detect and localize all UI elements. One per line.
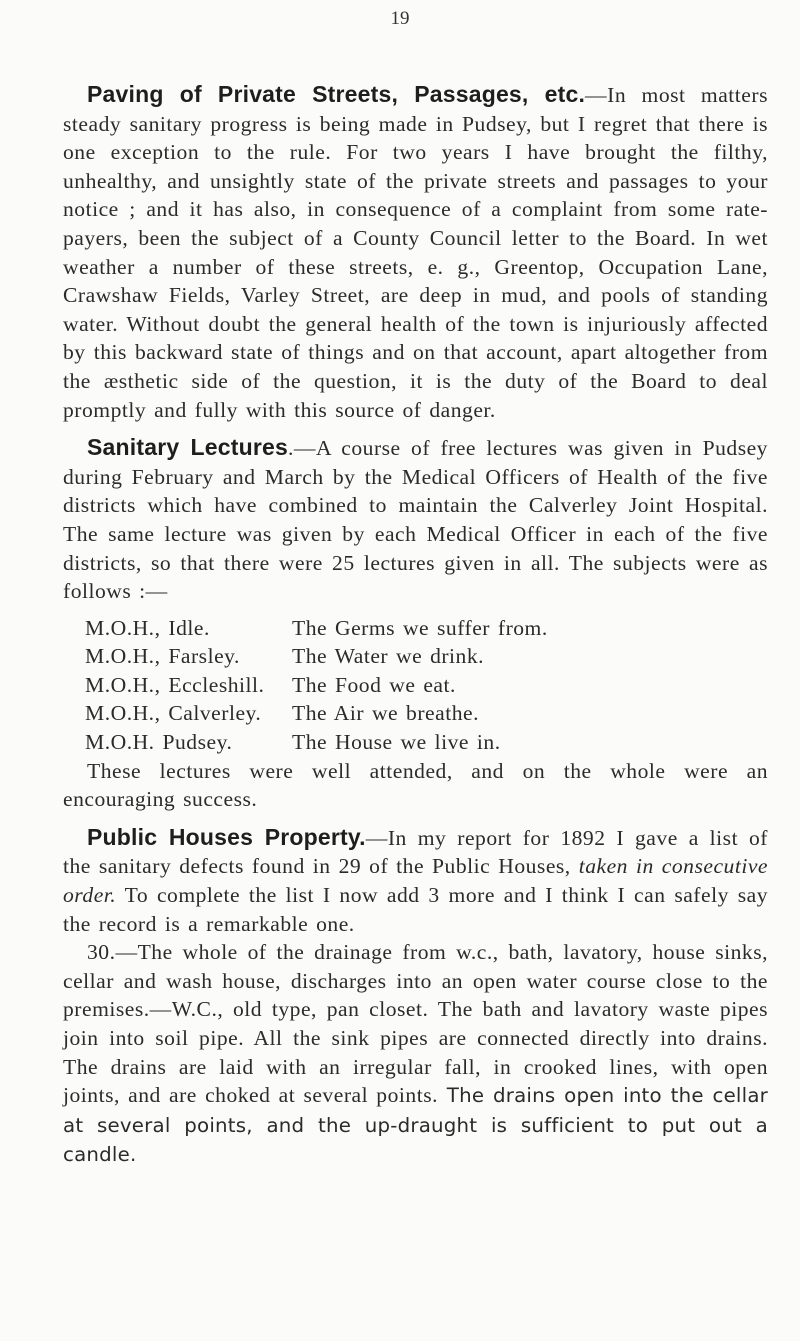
- lecture-topic: The Water we drink.: [292, 644, 485, 669]
- heading-paving: Paving of Private Streets, Passages, etc.: [87, 81, 586, 107]
- lectures-body: .—A course of free lectures was given in Pudsey during February and March by the Medical Officers of Health of the five districts which have combined to maintain the Calverley Joint Hospital. The same lecture was given by each Medical Officer in each of the five districts, so that there were 25 lectures given in all. The subjects were as follows :—: [63, 436, 768, 604]
- lecture-item: [63, 614, 768, 643]
- heading-lectures: Sanitary Lectures: [87, 434, 288, 461]
- lecture-item: [63, 728, 768, 757]
- lecture-topic: The Food we eat.: [292, 672, 456, 697]
- lecture-item: [63, 671, 768, 700]
- paragraph-item-30: [63, 938, 768, 1170]
- paragraph-public-houses: [63, 823, 768, 938]
- lecture-item: [63, 642, 768, 671]
- item-30-text: 30.—The whole of the drainage from w.c., bath, lavatory, house sinks, cellar and wash house, discharges into an open water course close to the premises.—W.C., old type, pan closet. The bath and lavatory waste pipes join into soil pipe. All the sink pipes are connected directly into drains. The drains are laid with an irregular fall, in crooked lines, with open joints, and are choked at several points.: [63, 940, 768, 1108]
- lecture-item: [63, 699, 768, 728]
- lectures-closing: These lectures were well attended, and on the whole were an encouraging success.: [63, 758, 768, 812]
- public-houses-body-after: To complete the list I now add 3 more and I think I can safely say the record is a remarkable one.: [63, 883, 768, 936]
- lecture-topic: The Germs we suffer from.: [292, 615, 548, 640]
- heading-public-houses: Public Houses Property.: [87, 823, 366, 850]
- lecture-officer: M.O.H. Pudsey.: [85, 730, 233, 755]
- item-30-end: The drains open into the cellar at several points, and the up-draught is sufficient to put out a candle.: [63, 1084, 768, 1167]
- lecture-topic: The House we live in.: [292, 730, 501, 755]
- lecture-officer: M.O.H., Farsley.: [85, 644, 240, 669]
- paving-body: —In most matters steady sanitary progress is being made in Pudsey, but I regret that there is one exception to the rule. For two years I have brought the filthy, unhealthy, and unsightly state of the private streets and passages to your notice ; and it has also, in consequence of a complaint from some rate-payers, been the subject of a County Council letter to the Board. In wet weather a number of these streets, e. g., Greentop, Occupation Lane, Crawshaw Fields, Varley Street, are deep in mud, and pools of standing water. Without doubt the general health of the town is injuriously affected by this backward state of things and on that account, apart altogether from the æsthetic side of the question, it is the duty of the Board to deal promptly and fully with this source of danger.: [63, 83, 768, 422]
- lecture-list: [63, 614, 768, 757]
- lecture-officer: M.O.H., Calverley.: [85, 701, 262, 726]
- paragraph-lectures: [63, 433, 768, 606]
- paragraph-paving: [63, 80, 768, 424]
- body-text: [63, 80, 768, 1170]
- lecture-officer: M.O.H., Idle.: [85, 615, 210, 640]
- public-houses-body-italic: taken in consecutive order.: [63, 854, 768, 908]
- lecture-officer: M.O.H., Eccleshill.: [85, 672, 265, 697]
- public-houses-body-before: —In my report for 1892 I gave a list of the sanitary defects found in 29 of the Public Houses,: [63, 825, 768, 879]
- page-number: 19: [390, 8, 410, 29]
- lecture-topic: The Air we breathe.: [292, 701, 479, 726]
